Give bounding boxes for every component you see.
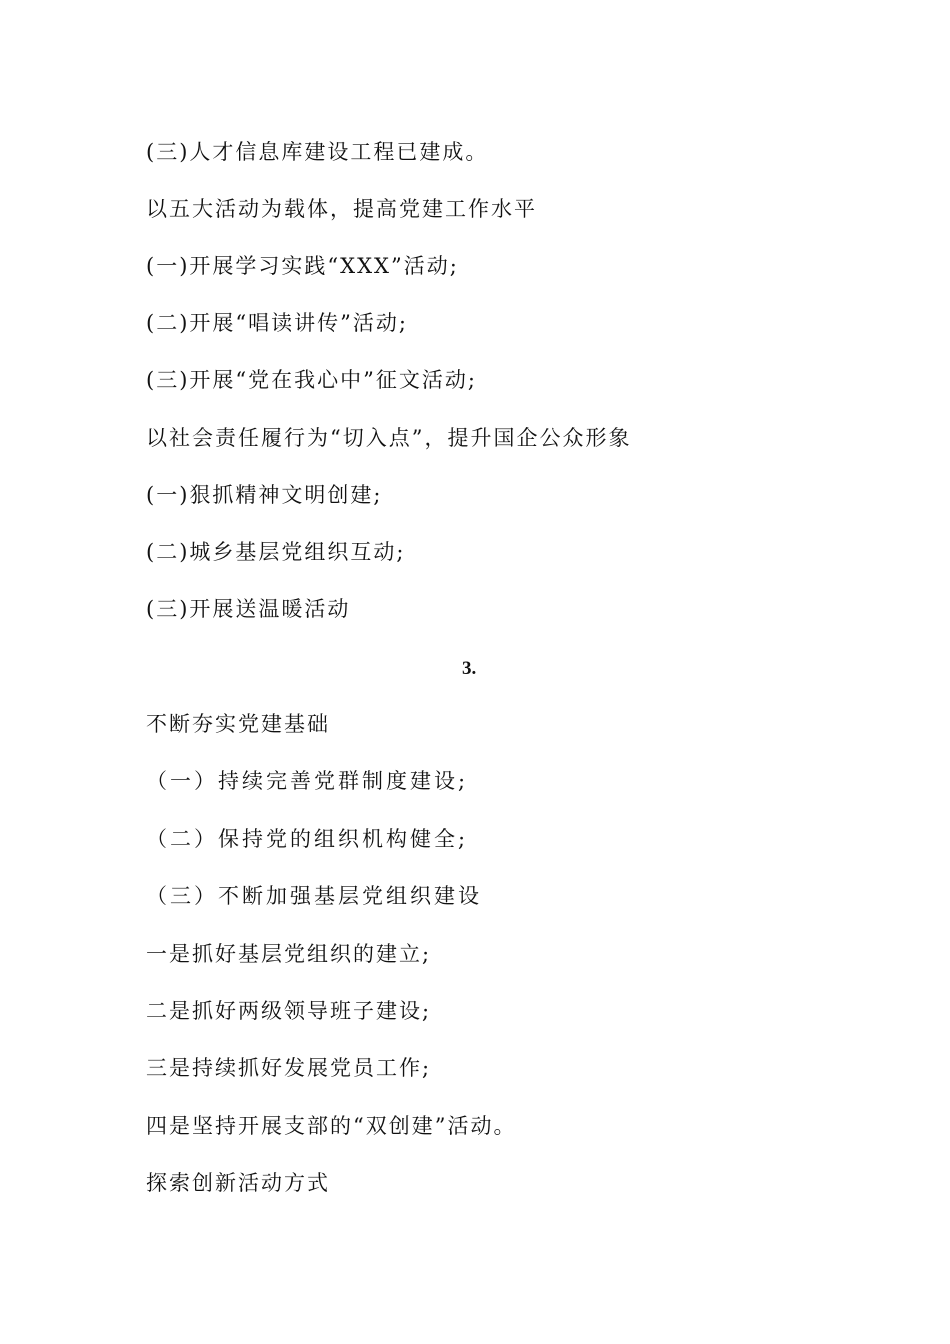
text-line: (三)开展送温暖活动 bbox=[146, 597, 351, 621]
text-line: (三)人才信息库建设工程已建成。 bbox=[146, 140, 489, 164]
text-line: (二)城乡基层党组织互动; bbox=[146, 540, 406, 564]
text-line: （一）持续完善党群制度建设; bbox=[146, 769, 469, 793]
text-line: (一)开展学习实践“XXX”活动; bbox=[146, 254, 459, 278]
text-line: 以五大活动为载体，提高党建工作水平 bbox=[146, 197, 537, 221]
text-line: 三是持续抓好发展党员工作; bbox=[146, 1056, 432, 1080]
text-line: 四是坚持开展支部的“双创建”活动。 bbox=[146, 1114, 517, 1138]
text-line: （三）不断加强基层党组织建设 bbox=[146, 884, 482, 908]
text-line: （二）保持党的组织机构健全; bbox=[146, 827, 469, 851]
text-line: (三)开展“党在我心中”征文活动; bbox=[146, 368, 477, 392]
text-line: 一是抓好基层党组织的建立; bbox=[146, 942, 432, 966]
text-line: 以社会责任履行为“切入点”，提升国企公众形象 bbox=[146, 426, 632, 450]
section-heading: 不断夯实党建基础 bbox=[146, 712, 330, 736]
text-line: (二)开展“唱读讲传”活动; bbox=[146, 311, 408, 335]
text-line: 探索创新活动方式 bbox=[146, 1171, 330, 1195]
section-number: 3. bbox=[462, 658, 477, 679]
text-line: (一)狠抓精神文明创建; bbox=[146, 483, 383, 507]
text-line: 二是抓好两级领导班子建设; bbox=[146, 999, 432, 1023]
